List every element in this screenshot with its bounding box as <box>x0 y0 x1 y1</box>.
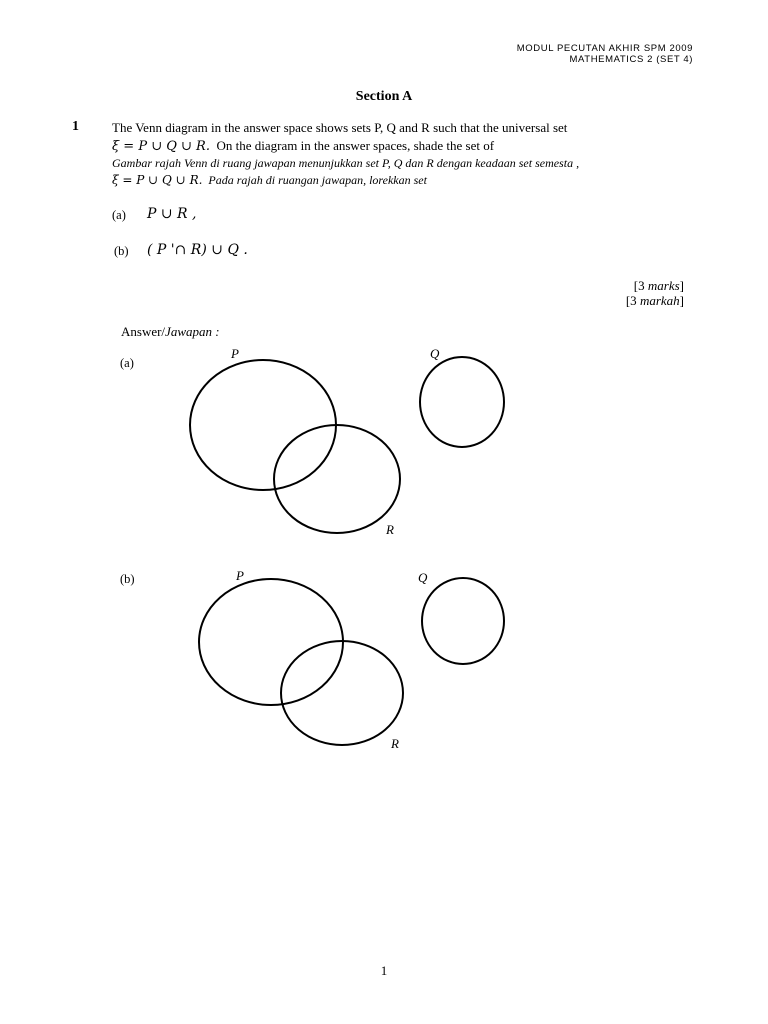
diagram-a-set-r-label: R <box>386 522 394 537</box>
part-b-label: (b) <box>114 244 129 258</box>
header-paper-title: MATHEMATICS 2 (SET 4) <box>569 54 693 65</box>
diagram-b-set-r-label: R <box>391 736 399 751</box>
universal-set-expression: ξ = P ∪ Q ∪ R. <box>112 139 210 154</box>
question-number: 1 <box>72 119 79 134</box>
diagram-b-set-p-label: P <box>236 568 244 583</box>
header-module-title: MODUL PECUTAN AKHIR SPM 2009 <box>516 43 693 54</box>
section-title: Section A <box>355 89 413 104</box>
diagram-b-set-q-label: Q <box>418 570 428 585</box>
page-number: 1 <box>380 963 388 978</box>
part-b-expression: ( P '∩ R) ∪ Q . <box>147 242 248 258</box>
diagram-b-set-p-ellipse <box>199 579 343 705</box>
diagram-b-set-q-ellipse <box>422 578 504 664</box>
answer-label: Answer/Jawapan : <box>121 324 220 339</box>
diagram-b-label: (b) <box>120 572 135 586</box>
diagram-a-label: (a) <box>120 356 134 370</box>
part-a-label: (a) <box>112 208 126 222</box>
question-instruction-en: On the diagram in the answer spaces, shade the set of <box>216 138 495 153</box>
universal-set-expression-my: ξ = P ∪ Q ∪ R. <box>112 173 203 187</box>
diagram-a-set-q-label: Q <box>430 346 440 361</box>
question-instruction-my: Pada rajah di ruangan jawapan, lorekkan set <box>208 173 427 187</box>
diagram-a-set-p-label: P <box>231 346 239 361</box>
part-a-expression: P ∪ R , <box>147 206 197 222</box>
marks-my: [3 markah] <box>625 293 684 308</box>
question-text-my-1: Gambar rajah Venn di ruang jawapan menunjukkan set P, Q dan R dengan keadaan set semesta , <box>112 156 580 170</box>
marks-en: [3 marks] <box>633 278 684 293</box>
question-text-en-1: The Venn diagram in the answer space shows sets P, Q and R such that the universal set <box>112 120 568 135</box>
